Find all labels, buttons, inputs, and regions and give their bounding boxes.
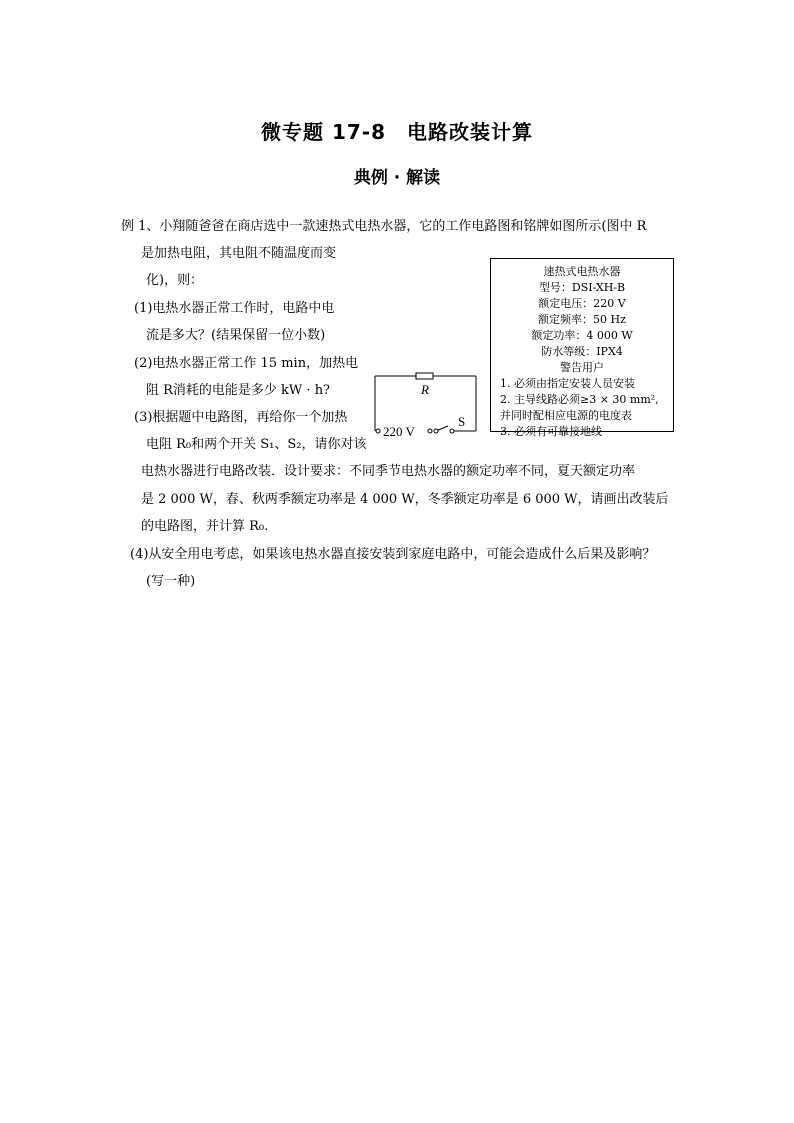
nameplate-box xyxy=(490,258,674,438)
nameplate-model: 型号：DSI-XH-B xyxy=(538,281,626,294)
question-line-2: 是加热电阻，其电阻不随温度而变 xyxy=(141,246,337,261)
resistor-label: R xyxy=(421,382,429,397)
part-3-line-d: 是 2 000 W，春、秋两季额定功率是 4 000 W，冬季额定功率是 6 000 W，请画出改装后 xyxy=(141,492,669,507)
nameplate-warning-3: 3. 必须有可靠接地线 xyxy=(500,425,602,438)
part-1-line-a: (1)电热水器正常工作时，电路中电 xyxy=(134,301,335,316)
nameplate-warning-title: 警告用户 xyxy=(560,361,604,374)
question-line-3: 化)，则： xyxy=(146,273,204,288)
part-3-line-e: 的电路图，并计算 R₀. xyxy=(141,519,269,534)
nameplate-warning-2: 2. 主导线路必须≥3 × 30 mm², xyxy=(500,393,659,406)
source-label: 220 V xyxy=(383,424,415,439)
nameplate-voltage: 额定电压：220 V xyxy=(538,297,626,310)
nameplate-frequency: 额定频率：50 Hz xyxy=(538,313,626,326)
nameplate-waterproof: 防水等级：IPX4 xyxy=(541,345,623,358)
switch-label: S xyxy=(458,414,466,429)
switch-contact-b xyxy=(450,429,454,433)
part-2-line-b: 阻 R消耗的电能是多少 kW · h? xyxy=(146,383,331,398)
nameplate-power: 额定功率：4 000 W xyxy=(531,329,633,342)
question-line-1 xyxy=(121,218,646,236)
nameplate-title: 速热式电热水器 xyxy=(543,265,621,278)
part-3-line-a: (3)根据题中电路图，再给你一个加热 xyxy=(134,410,348,425)
part-1-line-b: 流是多大？(结果保留一位小数) xyxy=(146,328,326,343)
nameplate-warning-1: 1. 必须由指定安装人员安装 xyxy=(500,377,635,390)
part-3-line-b: 电阻 R₀和两个开关 S₁、S₂，请你对该 xyxy=(146,437,367,452)
terminal-left xyxy=(376,429,380,433)
circuit-diagram xyxy=(372,370,482,440)
switch-contact-a xyxy=(434,429,438,433)
part-4-line-b: (写一种) xyxy=(146,574,196,589)
part-3-line-c: 电热水器进行电路改装．设计要求：不同季节电热水器的额定功率不同，夏天额定功率 xyxy=(141,464,636,479)
resistor-symbol xyxy=(416,373,433,379)
section-subtitle: 典例 · 解读 xyxy=(353,168,441,188)
terminal-right xyxy=(428,429,432,433)
page-title: 微专题 17-8 电路改装计算 xyxy=(260,120,533,144)
nameplate-warning-2b: 并同时配相应电源的电度表 xyxy=(500,409,632,422)
part-2-line-a: (2)电热水器正常工作 15 min，加热电 xyxy=(134,356,359,371)
part-4-line-a: (4)从安全用电考虑，如果该电热水器直接安装到家庭电路中，可能会造成什么后果及影响？ xyxy=(130,547,656,562)
example-label: 例 1、 xyxy=(121,219,160,234)
question-stem-1: 小翔随爸爸在商店选中一款速热式电热水器，它的工作电路图和铭牌如图所示(图中 R xyxy=(159,219,647,234)
